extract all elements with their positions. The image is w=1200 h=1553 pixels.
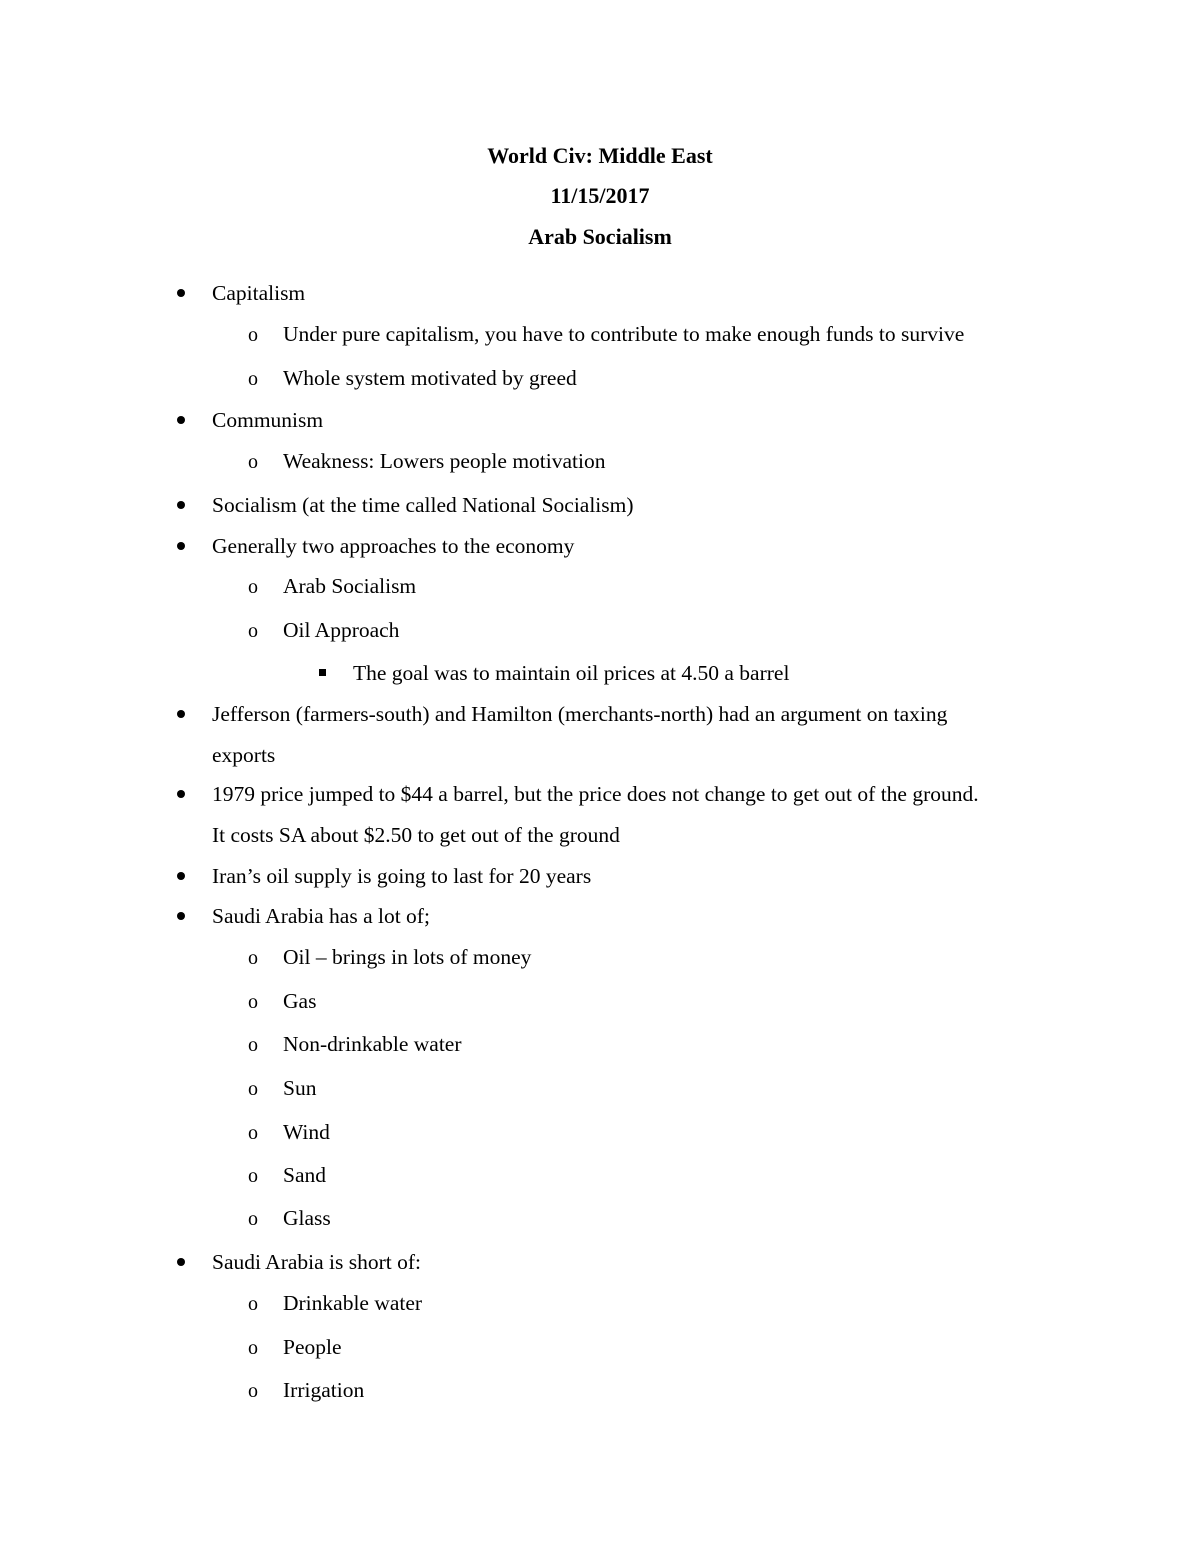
list-item-capitalism-sub1: Under pure capitalism, you have to contribute to make enough funds to survive (283, 322, 965, 346)
sub-bullet-icon: o (248, 1208, 258, 1230)
list-item-saudi-has: Saudi Arabia has a lot of; (212, 904, 430, 928)
list-item-jefferson-line1: Jefferson (farmers-south) and Hamilton (merchants-north) had an argument on taxing (212, 702, 948, 726)
sub-bullet-icon: o (248, 620, 258, 642)
sub-bullet-icon: o (248, 451, 258, 473)
bullet-icon (177, 416, 185, 424)
sub-bullet-icon: o (248, 1293, 258, 1315)
list-item-saudi-has-item: Sand (283, 1163, 326, 1187)
list-item-saudi-has-item: Glass (283, 1206, 331, 1230)
list-item-socialism: Socialism (at the time called National Socialism) (212, 493, 634, 517)
list-item-price-line1: 1979 price jumped to $44 a barrel, but the price does not change to get out of the ground. (212, 782, 979, 806)
list-item-saudi-has-item: Wind (283, 1120, 330, 1144)
list-item-saudi-has-item: Gas (283, 989, 317, 1013)
list-item-approaches: Generally two approaches to the economy (212, 534, 575, 558)
list-item-saudi-short-item: Drinkable water (283, 1291, 423, 1315)
document-date: 11/15/2017 (550, 183, 650, 208)
document-subtitle: Arab Socialism (528, 224, 672, 249)
bullet-icon (177, 542, 185, 550)
square-bullet-icon (319, 669, 326, 676)
bullet-icon (177, 501, 185, 509)
list-item-approaches-sub2: Oil Approach (283, 618, 400, 642)
sub-bullet-icon: o (248, 368, 258, 390)
sub-bullet-icon: o (248, 991, 258, 1013)
sub-bullet-icon: o (248, 1078, 258, 1100)
list-item-saudi-has-item: Non-drinkable water (283, 1032, 462, 1056)
bullet-icon (177, 790, 185, 798)
sub-bullet-icon: o (248, 1337, 258, 1359)
list-item-communism-sub1: Weakness: Lowers people motivation (283, 449, 606, 473)
bullet-icon (177, 710, 185, 718)
sub-bullet-icon: o (248, 1380, 258, 1402)
sub-bullet-icon: o (248, 1034, 258, 1056)
list-item-saudi-has-item: Oil – brings in lots of money (283, 945, 532, 969)
list-item-saudi-has-item: Sun (283, 1076, 317, 1100)
list-item-communism: Communism (212, 408, 324, 432)
bullet-icon (177, 912, 185, 920)
list-item-approaches-sub2-sub1: The goal was to maintain oil prices at 4.50 a barrel (353, 661, 790, 685)
bullet-icon (177, 289, 185, 297)
sub-bullet-icon: o (248, 1122, 258, 1144)
list-item-capitalism: Capitalism (212, 281, 306, 305)
sub-bullet-icon: o (248, 947, 258, 969)
sub-bullet-icon: o (248, 1165, 258, 1187)
list-item-jefferson-line2: exports (212, 743, 276, 767)
list-item-saudi-short-item: Irrigation (283, 1378, 365, 1402)
list-item-capitalism-sub2: Whole system motivated by greed (283, 366, 577, 390)
list-item-approaches-sub1: Arab Socialism (283, 574, 417, 598)
bullet-icon (177, 1258, 185, 1266)
list-item-saudi-short: Saudi Arabia is short of: (212, 1250, 422, 1274)
document-title: World Civ: Middle East (487, 143, 713, 168)
list-item-saudi-short-item: People (283, 1335, 342, 1359)
list-item-iran: Iran’s oil supply is going to last for 20 years (212, 864, 592, 888)
sub-bullet-icon: o (248, 576, 258, 598)
list-item-price-line2: It costs SA about $2.50 to get out of the ground (212, 823, 620, 847)
sub-bullet-icon: o (248, 324, 258, 346)
bullet-icon (177, 872, 185, 880)
